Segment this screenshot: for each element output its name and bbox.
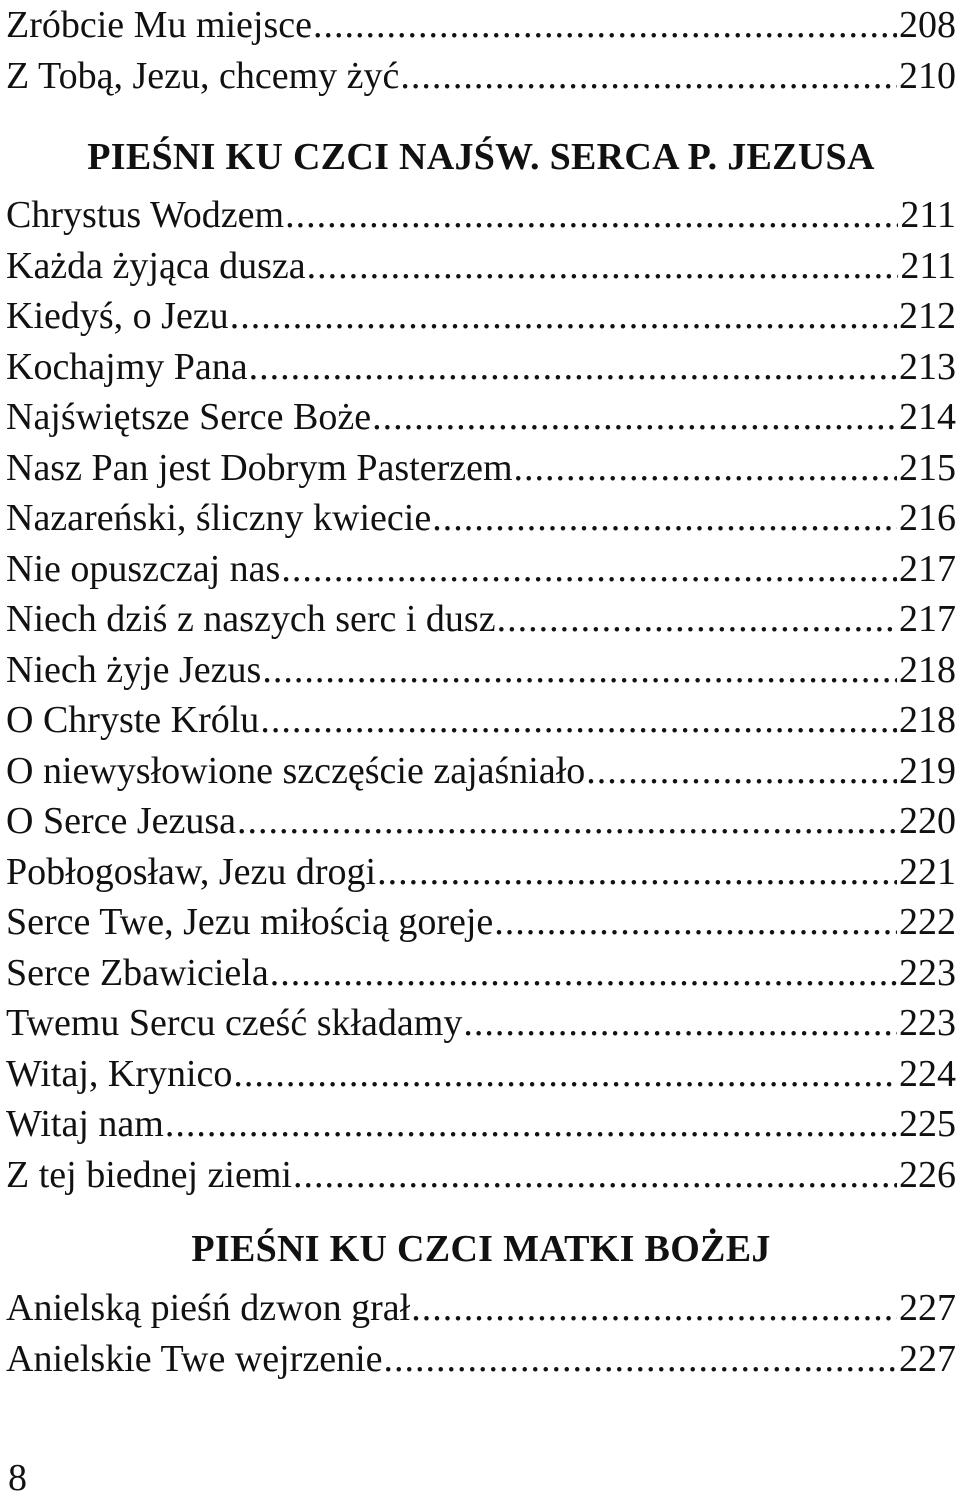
dot-leader: [400, 51, 897, 102]
toc-entry-title: Anielską pieśń dzwon grał: [6, 1287, 411, 1329]
section-heading-sacred-heart: PIEŚNI KU CZCI NAJŚW. SERCA P. JEZUSA: [87, 136, 875, 178]
toc-entry-page: 223: [899, 951, 956, 994]
toc-entry[interactable]: [6, 746, 956, 797]
toc-entry-title: O Serce Jezusa: [6, 800, 237, 842]
dot-leader: [262, 645, 897, 696]
dot-leader: [372, 392, 897, 443]
toc-entry[interactable]: [6, 1283, 956, 1334]
toc-entry[interactable]: [6, 493, 956, 544]
toc-entry-title: Serce Zbawiciela: [6, 951, 269, 994]
toc-list-mother-of-god: [6, 1283, 956, 1384]
toc-entry-page: 223: [899, 1002, 956, 1044]
dot-leader: [494, 897, 897, 948]
toc-entry-page: 214: [899, 396, 956, 438]
toc-entry-title: Kochajmy Pana: [6, 345, 248, 388]
toc-entry-page: 217: [899, 547, 956, 590]
toc-entry[interactable]: [6, 847, 956, 898]
toc-entry[interactable]: [6, 998, 956, 1049]
dot-leader: [307, 241, 899, 292]
toc-entry[interactable]: [6, 51, 956, 102]
dot-leader: [281, 544, 897, 595]
toc-entry-page: 224: [899, 1052, 956, 1095]
dot-leader: [233, 1049, 897, 1100]
toc-entry[interactable]: [6, 544, 956, 595]
toc-list-top: [6, 0, 956, 101]
toc-entry[interactable]: [6, 695, 956, 746]
toc-entry[interactable]: [6, 241, 956, 292]
toc-entry[interactable]: [6, 190, 956, 241]
toc-entry-page: 226: [899, 1153, 956, 1196]
toc-entry-page: 212: [899, 295, 956, 337]
dot-leader: [165, 1099, 897, 1150]
toc-entry[interactable]: [6, 1099, 956, 1150]
toc-entry-page: 211: [900, 244, 956, 287]
section-heading-mother-of-god: PIEŚNI KU CZCI MATKI BOŻEJ: [191, 1228, 771, 1270]
toc-entry-page: 213: [899, 345, 956, 388]
dot-leader: [285, 190, 898, 241]
toc-entry[interactable]: [6, 645, 956, 696]
toc-entry[interactable]: [6, 392, 956, 443]
toc-entry-page: 210: [899, 54, 956, 97]
toc-entry-page: 215: [899, 446, 956, 489]
toc-entry[interactable]: [6, 897, 956, 948]
toc-entry[interactable]: [6, 594, 956, 645]
page-number: 8: [8, 1457, 27, 1499]
toc-entry-title: Najświętsze Serce Boże: [6, 396, 372, 438]
dot-leader: [432, 493, 897, 544]
toc-entry-page: 218: [899, 699, 956, 741]
toc-entry[interactable]: [6, 948, 956, 999]
toc-entry-title: Twemu Sercu cześć składamy: [6, 1002, 463, 1044]
dot-leader: [377, 847, 897, 898]
toc-list-sacred-heart: [6, 190, 956, 1200]
table-of-contents-page: [6, 0, 956, 1384]
dot-leader: [237, 796, 897, 847]
toc-entry[interactable]: [6, 1150, 956, 1201]
toc-entry-title: Witaj nam: [6, 1103, 164, 1145]
dot-leader: [249, 342, 897, 393]
dot-leader: [514, 443, 897, 494]
dot-leader: [497, 594, 897, 645]
toc-entry-title: Z Tobą, Jezu, chcemy żyć: [6, 54, 400, 97]
toc-entry-title: Witaj, Krynico: [6, 1052, 233, 1095]
toc-entry-title: Każda żyjąca dusza: [6, 244, 306, 287]
toc-entry-page: 217: [899, 598, 956, 640]
toc-entry-title: Anielskie Twe wejrzenie: [6, 1337, 383, 1380]
toc-entry-page: 221: [899, 850, 956, 893]
toc-entry-title: Pobłogosław, Jezu drogi: [6, 850, 377, 893]
toc-entry[interactable]: [6, 1334, 956, 1385]
toc-entry-page: 216: [899, 497, 956, 539]
toc-entry-page: 227: [899, 1287, 956, 1329]
dot-leader: [293, 1150, 897, 1201]
toc-entry-page: 218: [899, 648, 956, 691]
toc-entry-title: Nie opuszczaj nas: [6, 547, 281, 590]
toc-entry[interactable]: [6, 291, 956, 342]
toc-entry-page: 227: [899, 1337, 956, 1380]
dot-leader: [586, 746, 897, 797]
dot-leader: [270, 948, 897, 999]
dot-leader: [230, 291, 897, 342]
dot-leader: [411, 1283, 897, 1334]
toc-entry-title: O niewysłowione szczęście zajaśniało: [6, 749, 586, 792]
toc-entry-title: Zróbcie Mu miejsce: [6, 4, 313, 46]
dot-leader: [260, 695, 897, 746]
toc-entry-title: Chrystus Wodzem: [6, 194, 285, 236]
toc-entry[interactable]: [6, 0, 956, 51]
toc-entry-title: Niech żyje Jezus: [6, 648, 262, 691]
toc-entry[interactable]: [6, 342, 956, 393]
toc-entry[interactable]: [6, 1049, 956, 1100]
toc-entry-page: 225: [899, 1103, 956, 1145]
toc-entry-page: 211: [900, 194, 956, 236]
dot-leader: [384, 1334, 898, 1385]
toc-entry-title: Nazareński, śliczny kwiecie: [6, 497, 432, 539]
toc-entry-title: Serce Twe, Jezu miłością goreje: [6, 901, 494, 943]
toc-entry-title: Niech dziś z naszych serc i dusz: [6, 598, 496, 640]
toc-entry-page: 222: [899, 901, 956, 943]
toc-entry-page: 220: [899, 800, 956, 842]
toc-entry[interactable]: [6, 796, 956, 847]
toc-entry-title: Nasz Pan jest Dobrym Pasterzem: [6, 446, 513, 489]
toc-entry-title: Z tej biednej ziemi: [6, 1153, 292, 1196]
toc-entry-title: Kiedyś, o Jezu: [6, 295, 229, 337]
toc-entry-page: 208: [899, 4, 956, 46]
toc-entry-title: O Chryste Królu: [6, 699, 260, 741]
dot-leader: [313, 0, 897, 51]
dot-leader: [463, 998, 897, 1049]
toc-entry[interactable]: [6, 443, 956, 494]
toc-entry-page: 219: [899, 749, 956, 792]
